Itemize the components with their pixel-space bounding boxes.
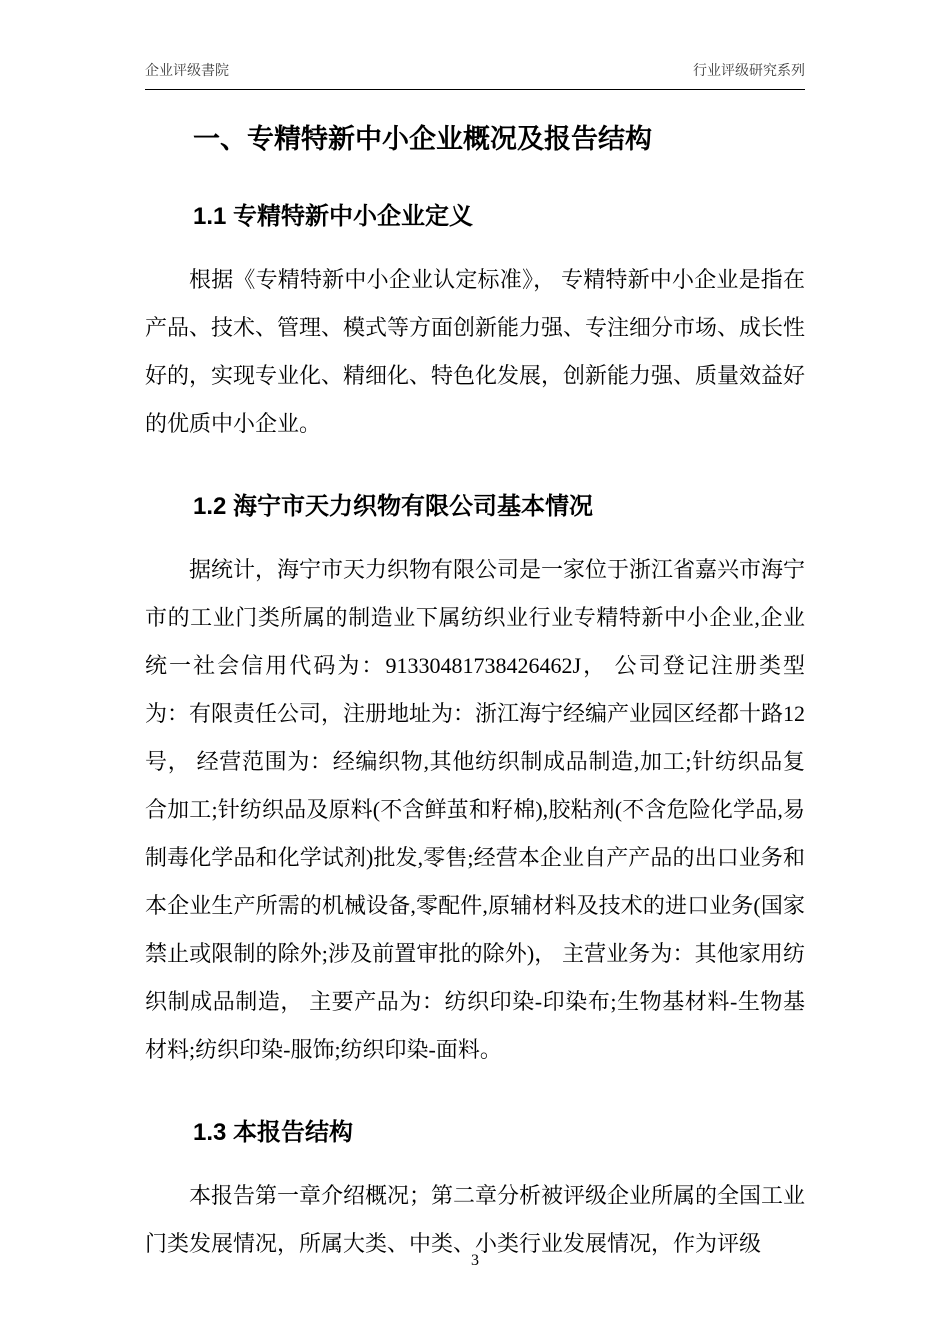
- section-1-2-title: 1.2 海宁市天力织物有限公司基本情况: [193, 493, 594, 520]
- section-1-2-paragraph: 据统计，海宁市天力织物有限公司是一家位于浙江省嘉兴市海宁市的工业门类所属的制造业下属纺织业行业专精特新中小企业,企业统一社会信用代码为：91330481738426462J， 公司登记注册类型为：有限责任公司，注册地址为：浙江海宁经编产业园区经都十路12 号， 经营范围为：经编织物,其他纺织制成品制造,加工;针纺织品复合加工;针纺织品及原料(不含鲜茧和籽棉),胶粘剂(不含危险化学品,易制毒化学品和化学试剂)批发,零售;经营本企业自产产品的出口业务和本企业生产所需的机械设备,零配件,原辅材料及技术的进口业务(国家禁止或限制的除外;涉及前置审批的除外)， 主营业务为：其他家用纺织制成品制造， 主要产品为：纺织印染-印染布;生物基材料-生物基材料;纺织印染-服饰;纺织印染-面料。: [145, 557, 806, 1062]
- section-1-1-paragraph: 根据《专精特新中小企业认定标准》， 专精特新中小企业是指在产品、技术、管理、模式等方面创新能力强、专注细分市场、成长性好的，实现专业化、精细化、特色化发展，创新能力强、质量效益好的优质中小企业。: [145, 267, 806, 436]
- header-left-text: 企业评级書院: [145, 62, 229, 78]
- section-1-1-title: 1.1 专精特新中小企业定义: [193, 203, 474, 230]
- page-number: 3: [471, 1252, 479, 1269]
- page-footer: [0, 1252, 950, 1270]
- document-content: [145, 86, 805, 1268]
- header-right-text: 行业评级研究系列: [693, 62, 805, 78]
- section-1-3-paragraph: 本报告第一章介绍概况；第二章分析被评级企业所属的全国工业门类发展情况，所属大类、中类、小类行业发展情况，作为评级: [145, 1183, 806, 1256]
- section-1-3-title: 1.3 本报告结构: [193, 1119, 354, 1146]
- chapter-title: 一、专精特新中小企业概况及报告结构: [193, 124, 652, 154]
